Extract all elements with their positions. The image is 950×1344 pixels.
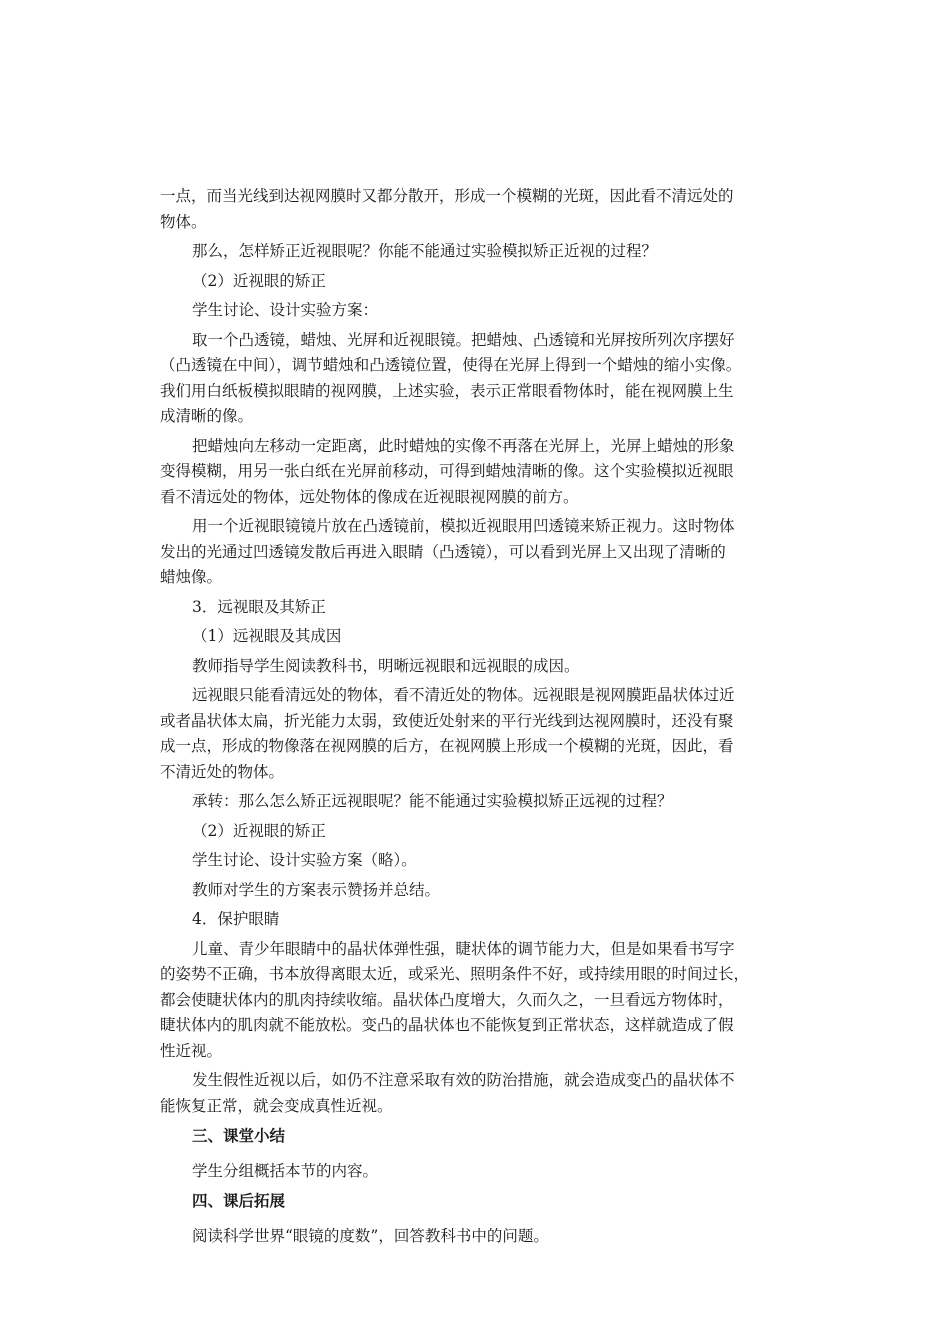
text-line: （2）近视眼的矫正 — [192, 821, 326, 840]
heading-hyperopia — [160, 595, 790, 621]
text-line: 蜡烛像。 — [160, 568, 223, 586]
text-line: 发出的光通过凹透镜发散后再进入眼睛（凸透镜），可以看到光屏上又出现了清晰的 — [160, 542, 726, 561]
paragraph-group-summary — [160, 1159, 790, 1185]
paragraph-transition-hyperopia — [160, 789, 790, 815]
text-line: 的姿势不正确，书本放得离眼太近，或采光、照明条件不好，或持续用眼的时间过长， — [160, 965, 750, 983]
paragraph-concave-lens — [160, 514, 790, 591]
text-line: 性近视。 — [160, 1041, 223, 1060]
text-line: 都会使睫状体内的肌肉持续收缩。晶状体凸度增大，久而久之，一旦看远方物体时， — [160, 990, 734, 1009]
heading-class-summary — [160, 1123, 790, 1149]
subheading-myopia-correction — [160, 269, 790, 295]
paragraph-student-discussion — [160, 298, 790, 324]
text-line: （凸透镜在中间），调节蜡烛和凸透镜位置，使得在光屏上得到一个蜡烛的缩小实像。 — [160, 356, 742, 374]
text-line: 教师指导学生阅读教科书，明晰远视眼和远视眼的成因。 — [192, 656, 580, 675]
text-line: 把蜡烛向左移动一定距离，此时蜡烛的实像不再落在光屏上，光屏上蜡烛的形象 — [192, 436, 735, 455]
text-line: 远视眼只能看清远处的物体，看不清近处的物体。远视眼是视网膜距晶状体过近 — [192, 686, 735, 704]
text-line: 那么，怎样矫正近视眼呢？你能不能通过实验模拟矫正近视的过程？ — [192, 242, 658, 260]
paragraph-teacher-guidance — [160, 654, 790, 680]
text-line: 儿童、青少年眼睛中的晶状体弹性强，睫状体的调节能力大，但是如果看书写字 — [192, 939, 735, 958]
text-line: 变得模糊，用另一张白纸在光屏前移动，可得到蜡烛清晰的像。这个实验模拟近视眼 — [160, 462, 734, 480]
text-line: 我们用白纸板模拟眼睛的视网膜，上述实验，表示正常眼看物体时，能在视网膜上生 — [160, 381, 734, 400]
text-line: 或者晶状体太扁，折光能力太弱，致使近处射来的平行光线到达视网膜时，还没有聚 — [160, 711, 734, 730]
text-line: 用一个近视眼镜镜片放在凸透镜前，模拟近视眼用凹透镜来矫正视力。这时物体 — [192, 517, 735, 535]
text-line: 4．保护眼睛 — [192, 910, 280, 928]
paragraph-experiment-setup — [160, 328, 790, 430]
paragraph-teacher-summary — [160, 878, 790, 904]
paragraph-move-candle — [160, 434, 790, 511]
text-line: 三、课堂小结 — [192, 1126, 286, 1145]
text-line: 学生讨论、设计实验方案（略）。 — [192, 851, 417, 869]
document-page — [160, 184, 790, 1249]
text-line: 不清近处的物体。 — [160, 762, 285, 781]
text-line: 睫状体内的肌肉就不能放松。变凸的晶状体也不能恢复到正常状态，这样就造成了假 — [160, 1016, 734, 1034]
heading-after-class — [160, 1188, 790, 1214]
text-line: 学生讨论、设计实验方案： — [192, 301, 379, 319]
text-line: 教师对学生的方案表示赞扬并总结。 — [192, 880, 441, 899]
subheading-correction — [160, 819, 790, 845]
paragraph-myopia-cause-end — [160, 184, 790, 235]
text-line: 学生分组概括本节的内容。 — [192, 1161, 379, 1180]
text-line: 阅读科学世界“眼镜的度数”，回答教科书中的问题。 — [192, 1226, 549, 1245]
paragraph-transition-question — [160, 239, 790, 265]
text-line: 承转：那么怎么矫正远视眼呢？能不能通过实验模拟矫正远视的过程？ — [192, 792, 673, 810]
text-line: 取一个凸透镜，蜡烛、光屏和近视眼镜。把蜡烛、凸透镜和光屏按所列次序摆好 — [192, 330, 735, 349]
text-line: 发生假性近视以后，如仍不注意采取有效的防治措施，就会造成变凸的晶状体不 — [192, 1071, 735, 1089]
text-line: 能恢复正常，就会变成真性近视。 — [160, 1096, 393, 1115]
paragraph-true-myopia — [160, 1068, 790, 1119]
text-line: 一点，而当光线到达视网膜时又都分散开，形成一个模糊的光斑，因此看不清远处的 — [160, 187, 734, 205]
paragraph-student-discussion-2 — [160, 848, 790, 874]
text-line: 成一点，形成的物像落在视网膜的后方，在视网膜上形成一个模糊的光斑，因此，看 — [160, 737, 734, 755]
text-line: 3．远视眼及其矫正 — [192, 597, 326, 616]
paragraph-hyperopia-explanation — [160, 683, 790, 785]
paragraph-reading-task — [160, 1224, 790, 1250]
text-line: 物体。 — [160, 212, 207, 231]
text-line: 成清晰的像。 — [160, 407, 254, 425]
text-line: （2）近视眼的矫正 — [192, 271, 326, 290]
text-line: （1）远视眼及其成因 — [192, 627, 342, 645]
text-line: 看不清远处的物体，远处物体的像成在近视眼视网膜的前方。 — [160, 487, 579, 506]
text-line: 四、课后拓展 — [192, 1191, 286, 1210]
subheading-hyperopia-cause — [160, 624, 790, 650]
heading-protect-eyes — [160, 907, 790, 933]
paragraph-pseudo-myopia-cause — [160, 937, 790, 1065]
